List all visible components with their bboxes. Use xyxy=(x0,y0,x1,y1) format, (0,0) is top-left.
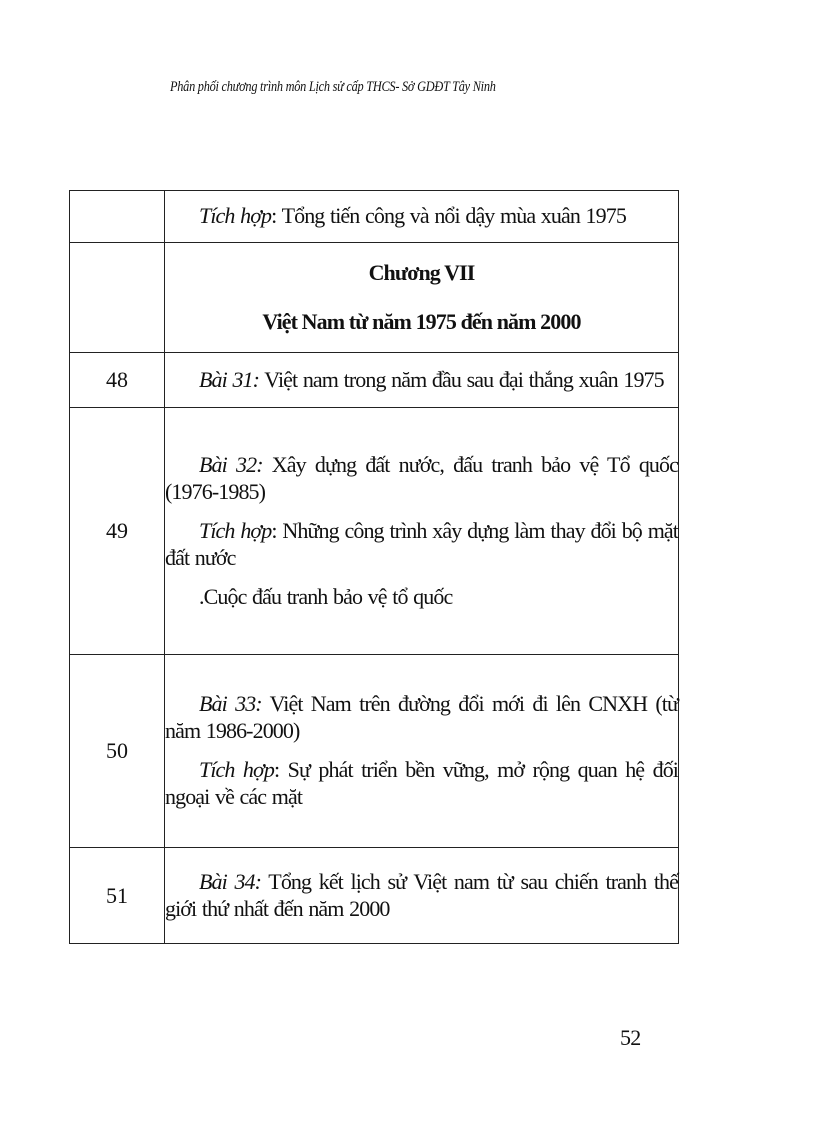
extra-line: .Cuộc đấu tranh bảo vệ tổ quốc xyxy=(199,583,453,609)
lesson-number xyxy=(70,243,165,353)
page-header: Phân phối chương trình môn Lịch sử cấp THCS- Sở GDĐT Tây Ninh xyxy=(170,79,496,95)
lesson-line xyxy=(165,690,678,744)
integration-text: : Tổng tiến công và nổi dậy mùa xuân 1975 xyxy=(271,203,626,228)
integration-line xyxy=(165,202,678,229)
page-number: 52 xyxy=(620,1025,641,1050)
curriculum-table xyxy=(69,190,679,944)
table-row xyxy=(70,655,679,848)
table-row xyxy=(70,408,679,655)
chapter-subtitle: Việt Nam từ năm 1975 đến năm 2000 xyxy=(262,308,581,334)
lesson-label: Bài 34: xyxy=(199,868,262,894)
integration-label: Tích hợp xyxy=(199,203,272,228)
lesson-text: Tổng kết lịch sử Việt nam từ sau chiến tranh thế giới thứ nhất đến năm 2000 xyxy=(165,868,678,921)
chapter-title: Chương VII xyxy=(368,259,475,285)
lesson-line xyxy=(165,868,678,922)
lesson-content xyxy=(165,655,679,848)
lesson-line xyxy=(165,451,678,505)
lesson-number: 50 xyxy=(70,655,165,848)
lesson-content xyxy=(165,848,679,944)
lesson-number: 51 xyxy=(70,848,165,944)
chapter-heading xyxy=(165,243,679,353)
table-row xyxy=(70,848,679,944)
lesson-content xyxy=(165,408,679,655)
integration-text: : Sự phát triển bền vững, mở rộng quan hệ đối ngoại về các mặt xyxy=(165,757,679,809)
table-row xyxy=(70,243,679,353)
integration-line xyxy=(165,756,678,810)
lesson-content xyxy=(165,191,679,243)
lesson-number: 48 xyxy=(70,353,165,408)
lesson-label: Bài 32: xyxy=(199,451,263,477)
lesson-line xyxy=(165,366,678,393)
lesson-text: Việt nam trong năm đầu sau đại thắng xuân 1975 xyxy=(259,366,664,392)
integration-text: : Những công trình xây dựng làm thay đổi bộ mặt đất nước xyxy=(165,517,678,570)
integration-label: Tích hợp xyxy=(199,757,274,782)
table-row xyxy=(70,353,679,408)
lesson-content xyxy=(165,353,679,408)
lesson-label: Bài 33: xyxy=(199,691,262,716)
integration-line xyxy=(165,517,678,571)
lesson-number: 49 xyxy=(70,408,165,655)
lesson-text: Việt Nam trên đường đổi mới đi lên CNXH (từ năm 1986-2000) xyxy=(165,691,678,743)
lesson-number xyxy=(70,191,165,243)
lesson-label: Bài 31: xyxy=(199,366,260,392)
integration-label: Tích hợp xyxy=(199,517,272,543)
lesson-text: Xây dựng đất nước, đấu tranh bảo vệ Tổ quốc (1976-1985) xyxy=(165,451,679,504)
table-row xyxy=(70,191,679,243)
